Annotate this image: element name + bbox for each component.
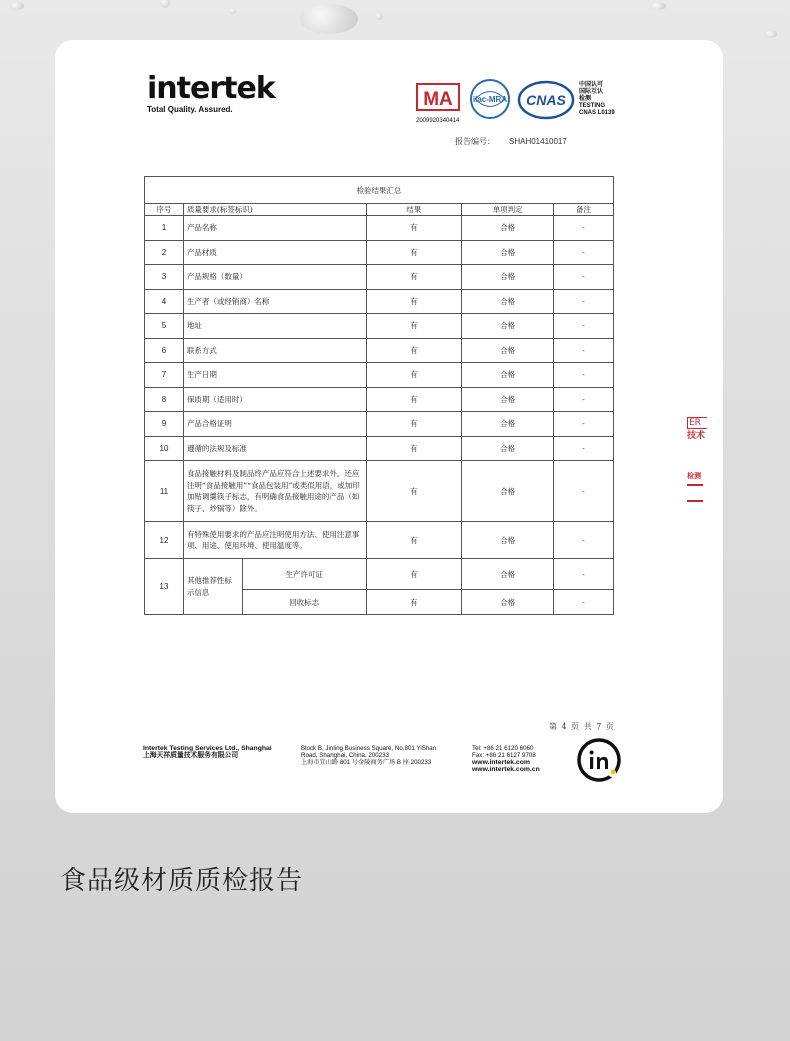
footer-address: Block B, Jinling Business Square, No.801 YiShan Road, Shanghai, China. 200233 上海市宜山路 801 号金陵商务广场 B 座 200233 — [301, 745, 437, 766]
svg-text:ilac-MRA: ilac-MRA — [472, 95, 508, 104]
water-drops-decoration — [0, 0, 790, 40]
table-row: 9 产品合格证明 有 合格 - — [145, 412, 614, 437]
cert-marks — [413, 78, 723, 128]
table-row: 4 生产者（或经销商）名称 有 合格 - — [145, 289, 614, 314]
cma-number: 2009920340414 — [416, 118, 460, 124]
logo-tagline: Total Quality. Assured. — [147, 105, 233, 114]
cnas-text: 中国认可 国际互认 检测 TESTING CNAS L0139 — [579, 82, 615, 116]
table-title-row: 检验结果汇总 — [145, 177, 614, 204]
table-row: 2 产品材质 有 合格 - — [145, 240, 614, 265]
intertek-in-icon — [576, 737, 622, 783]
table-row: 10 遵循的法规及标准 有 合格 - — [145, 436, 614, 461]
footer-contact: Tel: +86 21 6120 6060 Fax: +86 21 6127 9708 www.intertek.com www.intertek.com.cn — [472, 745, 540, 773]
caption-title: 食品级材质质检报告 — [60, 866, 304, 896]
cma-mark-icon — [413, 82, 463, 116]
logo-wordmark: intertek — [147, 71, 275, 106]
table-row: 8 保质期（适用时） 有 合格 - — [145, 387, 614, 412]
table-row: 6 联系方式 有 合格 - — [145, 338, 614, 363]
table-row: 回收标志 有 合格 - — [145, 590, 614, 615]
table-row: 7 生产日期 有 合格 - — [145, 363, 614, 388]
table-row: 5 地址 有 合格 - — [145, 314, 614, 339]
intertek-logo — [147, 71, 275, 114]
table-row: 12 有特殊使用要求的产品应注明使用方法、使用注意事项、用途、使用环境、使用温度等。 有 合格 - — [145, 522, 614, 559]
table-header-row: 序号 质量要求(标签标识) 结果 单项判定 备注 — [145, 204, 614, 216]
svg-text:MA: MA — [423, 89, 453, 110]
results-table — [144, 176, 614, 615]
red-stamp-fragment: ER 技术 检测 — [687, 417, 707, 527]
footer-company: Intertek Testing Services Ltd., Shanghai 上海天祥质量技术服务有限公司 — [143, 745, 272, 759]
cnas-icon — [517, 80, 575, 120]
ilac-mra-icon — [469, 78, 511, 120]
table-row: 3 产品规格（数量） 有 合格 - — [145, 265, 614, 290]
table-row: 11 食品接触材料及制品终产品应符合上述要求外，还应注明“食品接触用”“食品包装用”或类似用语，或加印加贴调羹筷子标志，有明确食品接触用途的产品（如筷子、炒锅等）除外。 有 合格 - — [145, 461, 614, 522]
svg-text:CNAS: CNAS — [526, 92, 566, 108]
report-number: 报告编号： SHAH01410017 — [455, 137, 567, 146]
page-indicator: 第 4 页 共 7 页 — [549, 722, 615, 731]
table-row: 13 其他推荐性标示信息 生产许可证 有 合格 - — [145, 559, 614, 590]
table-row: 1 产品名称 有 合格 - — [145, 216, 614, 241]
report-page — [55, 40, 723, 813]
